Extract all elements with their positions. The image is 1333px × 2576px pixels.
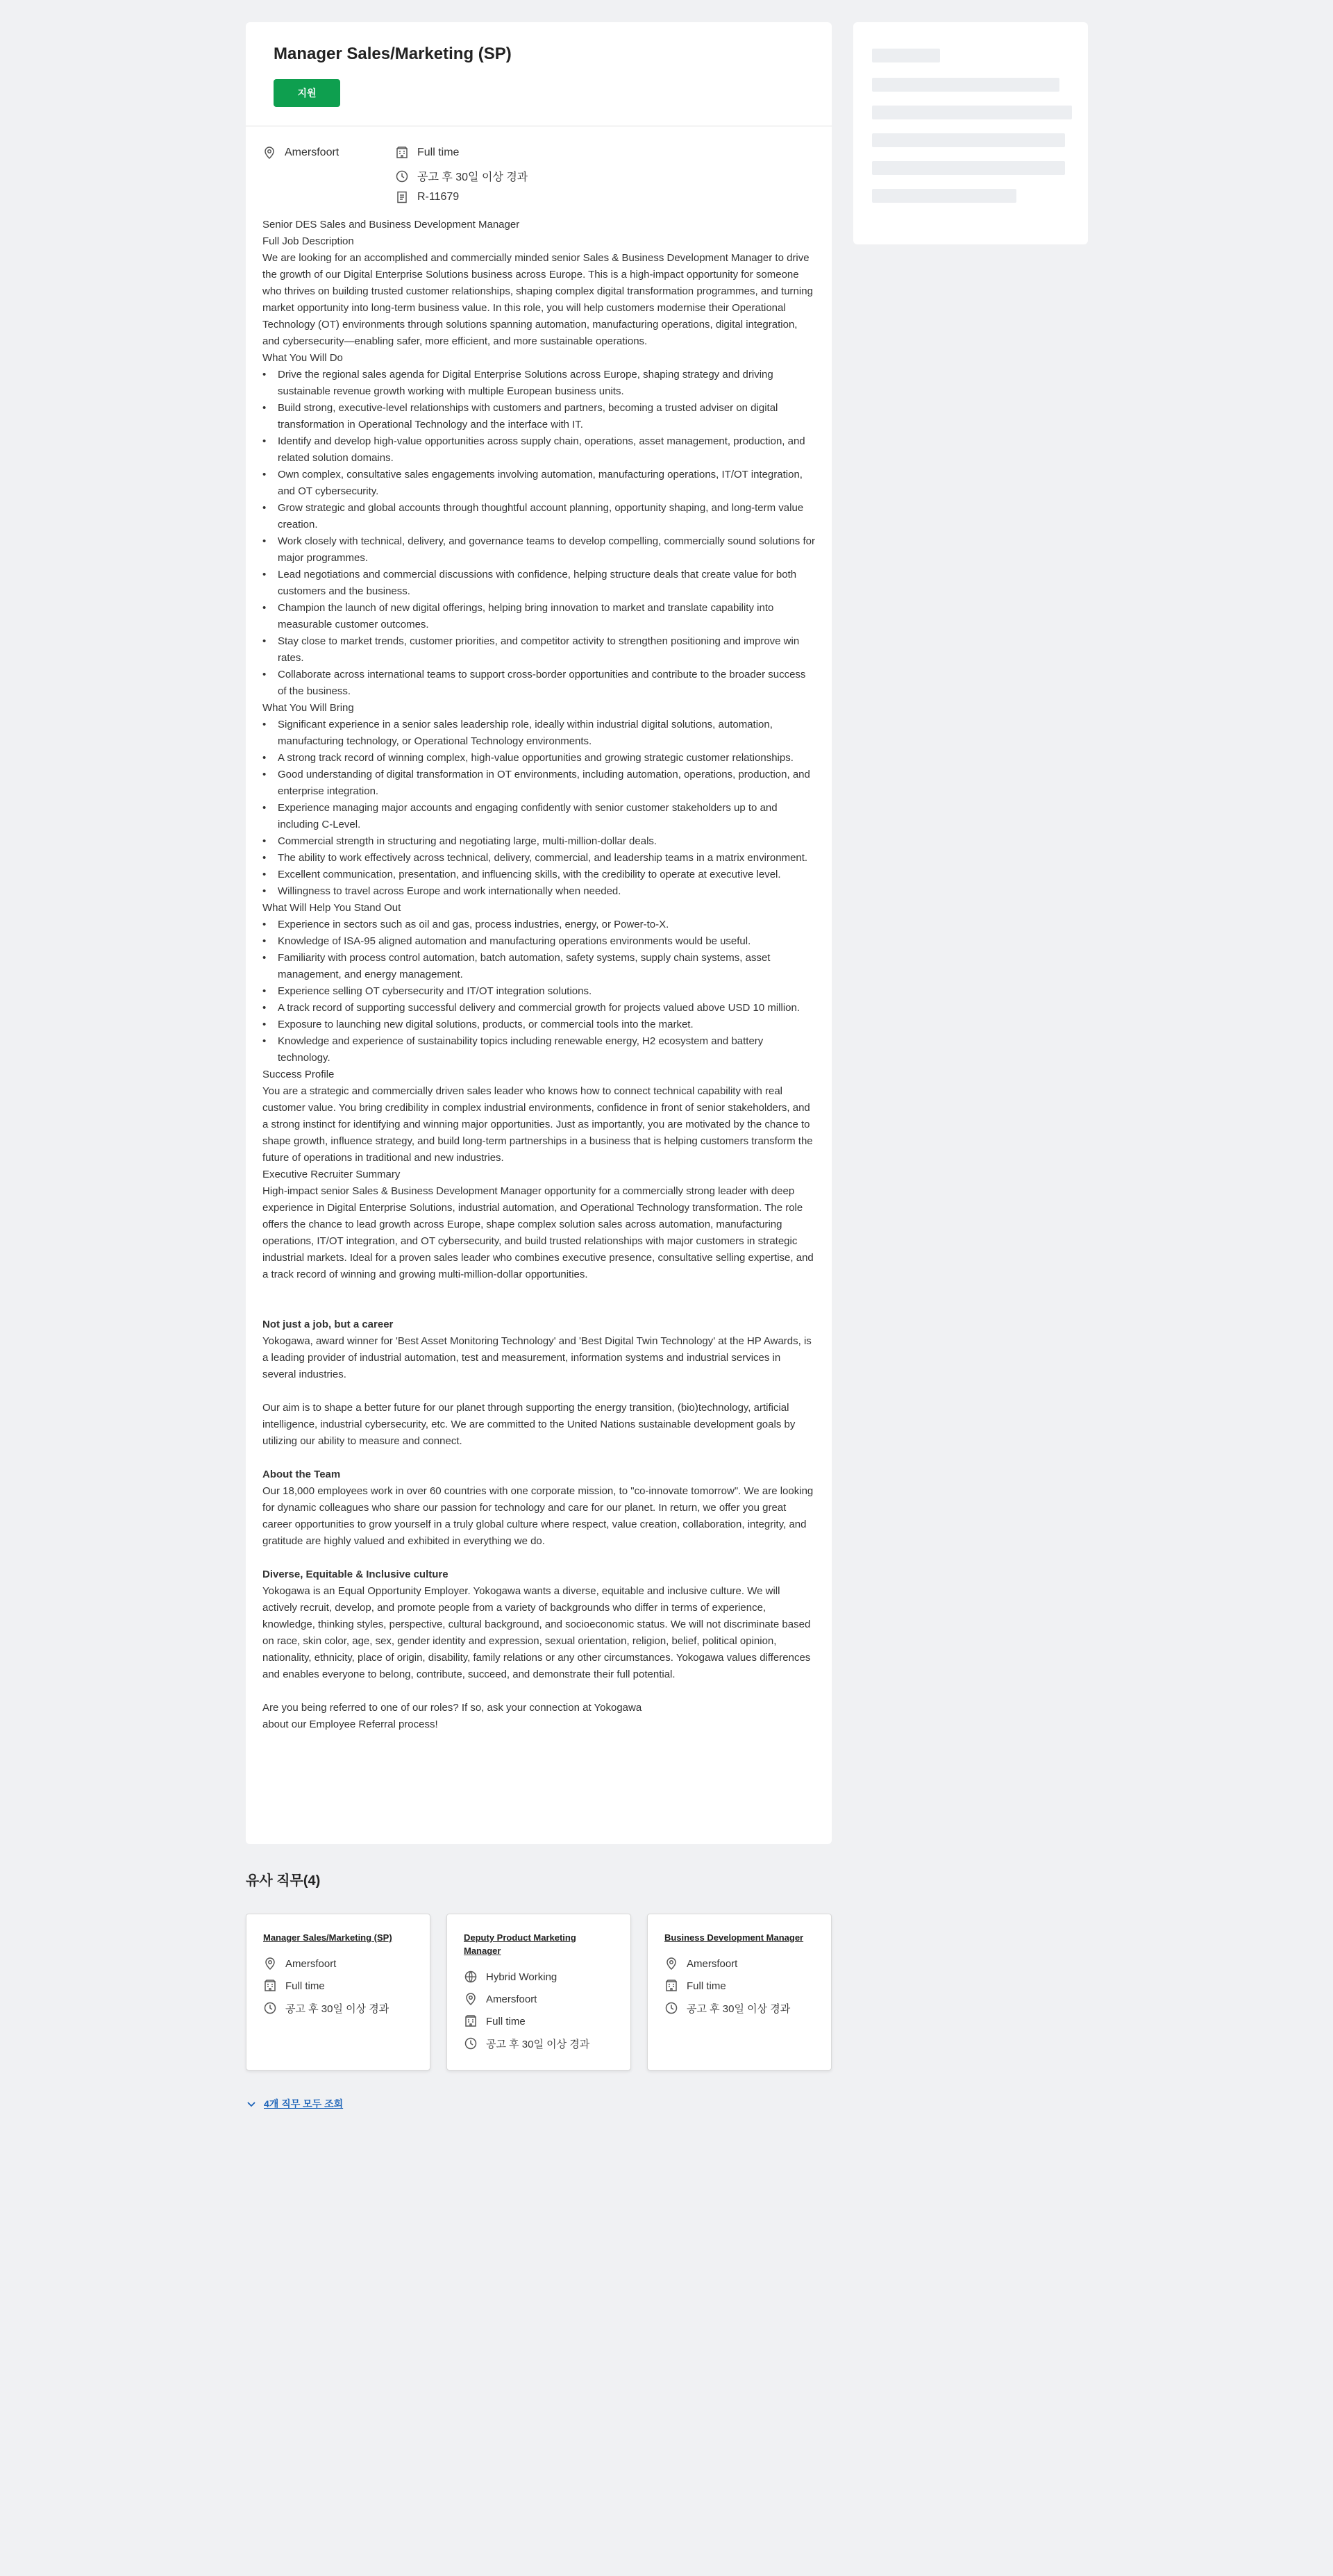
job-location-label: Amersfoort — [285, 147, 339, 158]
similar-job-posted — [263, 1997, 413, 2019]
bullet-item: • Experience managing major accounts and engaging confidently with senior customer stakeholders up to and including C-Level. — [262, 800, 815, 833]
bullet-item: • Commercial strength in structuring and negotiating large, multi-million-dollar deals. — [262, 833, 815, 850]
bullet-item: • Collaborate across international teams to support cross-border opportunities and contribute to the broader success of the business. — [262, 667, 815, 700]
building-icon — [664, 1979, 678, 1993]
section-heading-dei: Diverse, Equitable & Inclusive culture — [262, 1569, 448, 1580]
spacer — [262, 1550, 815, 1566]
bullet-item: • A track record of supporting successful delivery and commercial growth for projects valued above USD 10 million. — [262, 1000, 815, 1017]
bullet-item: • Champion the launch of new digital offerings, helping bring innovation to market and translate capability into measurable customer outcomes. — [262, 600, 815, 633]
bullet-item: • Grow strategic and global accounts through thoughtful account planning, opportunity shaping, and long-term value creation. — [262, 500, 815, 533]
spacer — [262, 1383, 815, 1400]
similar-job-card[interactable] — [246, 1914, 430, 2071]
job-posted — [395, 168, 528, 184]
bullet-item: • Experience in sectors such as oil and gas, process industries, energy, or Power-to-X. — [262, 917, 815, 933]
similar-job-card[interactable] — [446, 1914, 631, 2071]
skeleton-line — [872, 133, 1065, 147]
job-meta — [246, 126, 832, 217]
skeleton-line — [872, 49, 940, 62]
similar-job-work-mode — [464, 1966, 614, 1988]
bullet-item: • Good understanding of digital transformation in OT environments, including automation, operations, production, and enterprise integration. — [262, 767, 815, 800]
section-heading-career: Not just a job, but a career — [262, 1319, 394, 1330]
section-heading-what-you-will-do: What You Will Do — [262, 352, 343, 364]
similar-job-time-type — [464, 2010, 614, 2032]
section-heading-stand-out: What Will Help You Stand Out — [262, 902, 401, 914]
bullet-item: • Stay close to market trends, customer priorities, and competitor activity to strengthen positioning and improve win rates. — [262, 633, 815, 667]
bullet-item: • Identify and develop high-value opportunities across supply chain, operations, asset management, production, and related solution domains. — [262, 433, 815, 467]
building-icon — [263, 1979, 277, 1993]
desc-paragraph: High-impact senior Sales & Business Development Manager opportunity for a commercially strong leader with deep experience in Digital Enterprise Solutions, industrial automation, and Operational Technology transformation. The role offers the chance to lead growth across Europe, shape complex solution sales across automation, manufacturing operations, IT/OT integration, and OT cybersecurity, and build trusted relationships with major customers in strategic industrial markets. Ideal for a proven sales leader who combines executive presence, consultative selling expertise, and a track record of winning and growing multi-million-dollar opportunities. — [262, 1185, 814, 1280]
similar-job-posted — [464, 2032, 614, 2055]
desc-line: Senior DES Sales and Business Development Manager — [262, 219, 520, 231]
bullet-item: • Knowledge of ISA-95 aligned automation and manufacturing operations environments would be useful. — [262, 933, 815, 950]
similar-job-posted-label: 공고 후 30일 이상 경과 — [687, 2002, 791, 2015]
spacer — [262, 1683, 815, 1700]
bullet-item: • Own complex, consultative sales engagements involving automation, manufacturing operations, IT/OT integration, and OT cybersecurity. — [262, 467, 815, 500]
sidebar-loading-card — [853, 22, 1088, 244]
spacer — [262, 1283, 815, 1316]
clock-icon — [464, 2036, 478, 2050]
desc-paragraph: Yokogawa is an Equal Opportunity Employer. Yokogawa wants a diverse, equitable and inclusive culture. We will actively recruit, develop, and promote people from a variety of backgrounds who differ in terms of experience, knowledge, thinking styles, perspective, cultural background, and socioeconomic status. We will not discriminate based on race, skin color, age, sex, gender identity and expression, sexual orientation, religion, belief, political opinion, nationality, ethnicity, place of origin, disability, family relations or any other circumstances. Yokogawa values differences and enables everyone to belong, contribute, succeed, and demonstrate their full potential. — [262, 1585, 811, 1680]
similar-job-time-type-label: Full time — [285, 1980, 325, 1992]
job-time-type — [395, 146, 459, 160]
view-all-jobs-link[interactable] — [246, 2097, 343, 2111]
building-icon — [395, 146, 409, 160]
similar-job-location-label: Amersfoort — [687, 1957, 738, 1970]
similar-job-work-mode-label: Hybrid Working — [486, 1971, 557, 1983]
bullet-item: • Experience selling OT cybersecurity and IT/OT integration solutions. — [262, 983, 815, 1000]
document-icon — [395, 190, 409, 204]
clock-icon — [263, 2001, 277, 2015]
clock-icon — [395, 169, 409, 183]
similar-job-card[interactable] — [647, 1914, 832, 2071]
desc-paragraph: Yokogawa, award winner for 'Best Asset Monitoring Technology' and 'Best Digital Twin Technology' at the HP Awards, is a leading provider of industrial automation, test and measurement, information systems and industrial services in several industries. — [262, 1335, 812, 1380]
skeleton-line — [872, 106, 1072, 119]
job-title: Manager Sales/Marketing (SP) — [274, 44, 512, 63]
desc-paragraph: You are a strategic and commercially driven sales leader who knows how to connect technical capability with real customer value. You bring credibility in complex industrial environments, confidence in front of senior stakeholders, and a strong instinct for identifying and winning major opportunities. Just as importantly, you are motivated by the chance to shape growth, influence strategy, and build long-term partnerships in a business that is helping customers transform the future of operations in traditional and new industries. — [262, 1085, 813, 1164]
bullet-item: • Willingness to travel across Europe and work internationally when needed. — [262, 883, 815, 900]
similar-job-title-link[interactable]: Business Development Manager — [664, 1932, 804, 1943]
bullet-item: • Build strong, executive-level relationships with customers and partners, becoming a trusted adviser on digital transformation in Operational Technology and the interface with IT. — [262, 400, 815, 433]
bullet-item: • A strong track record of winning complex, high-value opportunities and growing strategic customer relationships. — [262, 750, 815, 767]
bullet-item: • Exposure to launching new digital solutions, products, or commercial tools into the market. — [262, 1017, 815, 1033]
bullet-item: • Work closely with technical, delivery, and governance teams to develop compelling, commercially sound solutions for major programmes. — [262, 533, 815, 567]
similar-job-time-type — [263, 1975, 413, 1997]
similar-job-posted — [664, 1997, 814, 2019]
bullet-item: • Excellent communication, presentation, and influencing skills, with the credibility to operate at executive level. — [262, 867, 815, 883]
similar-job-location-label: Amersfoort — [486, 1993, 537, 2005]
similar-job-location — [664, 1952, 814, 1975]
job-time-type-label: Full time — [417, 147, 460, 158]
desc-line: Full Job Description — [262, 235, 354, 247]
bullet-item: • Drive the regional sales agenda for Digital Enterprise Solutions across Europe, shaping strategy and driving sustainable revenue growth working with multiple European business units. — [262, 367, 815, 400]
similar-job-posted-label: 공고 후 30일 이상 경과 — [285, 2002, 389, 2015]
skeleton-line — [872, 189, 1016, 203]
chevron-down-icon — [246, 2098, 257, 2109]
job-req-id — [395, 190, 459, 204]
job-detail-card — [246, 22, 832, 1844]
location-pin-icon — [664, 1957, 678, 1971]
bullet-item: • The ability to work effectively across technical, delivery, commercial, and leadership teams in a matrix environment. — [262, 850, 815, 867]
similar-job-title-link[interactable]: Manager Sales/Marketing (SP) — [263, 1932, 392, 1943]
bullet-item: • Knowledge and experience of sustainability topics including renewable energy, H2 ecosystem and battery technology. — [262, 1033, 815, 1067]
desc-paragraph: Our 18,000 employees work in over 60 countries with one corporate mission, to "co-innovate tomorrow". We are looking for dynamic colleagues who share our passion for technology and care for our planet. In return, we offer you great career opportunities to grow yourself in a truly global culture where respect, value creation, collaboration, integrity, and gratitude are highly valued and exhibited in everything we do. — [262, 1485, 814, 1547]
similar-job-location — [263, 1952, 413, 1975]
section-heading-recruiter-summary: Executive Recruiter Summary — [262, 1169, 401, 1180]
section-heading-about-team: About the Team — [262, 1469, 341, 1480]
location-pin-icon — [464, 1992, 478, 2006]
globe-icon — [464, 1970, 478, 1984]
building-icon — [464, 2014, 478, 2028]
similar-job-posted-label: 공고 후 30일 이상 경과 — [486, 2038, 590, 2050]
similar-job-time-type-label: Full time — [486, 2015, 526, 2027]
similar-jobs-heading: 유사 직무(4) — [246, 1873, 321, 1889]
bullet-item: • Familiarity with process control automation, batch automation, safety systems, supply chain systems, asset management, and energy management. — [262, 950, 815, 983]
clock-icon — [664, 2001, 678, 2015]
skeleton-line — [872, 78, 1059, 92]
desc-paragraph: We are looking for an accomplished and commercially minded senior Sales & Business Development Manager to drive the growth of our Digital Enterprise Solutions business across Europe. This is a high-impact opportunity for someone who thrives on building trusted customer relationships, shaping complex digital transformation programmes, and turning market opportunity into long-term business value. In this role, you will help customers modernise their Operational Technology (OT) environments through solutions spanning automation, manufacturing operations, digital integration, and cybersecurity—enabling safer, more efficient, and more sustainable operations. — [262, 252, 813, 347]
spacer — [262, 1450, 815, 1466]
bullet-item: • Significant experience in a senior sales leadership role, ideally within industrial digital solutions, automation, manufacturing technology, or Operational Technology environments. — [262, 717, 815, 750]
bullet-item: • Lead negotiations and commercial discussions with confidence, helping structure deals that create value for both customers and the business. — [262, 567, 815, 600]
similar-job-time-type — [664, 1975, 814, 1997]
job-req-id-label: R-11679 — [417, 191, 460, 203]
apply-button[interactable]: 지원 — [274, 79, 340, 107]
similar-job-location — [464, 1988, 614, 2010]
view-all-jobs-label: 4개 직무 모두 조회 — [264, 2098, 344, 2109]
desc-paragraph: Our aim is to shape a better future for our planet through supporting the energy transition, (bio)technology, artificial intelligence, industrial cybersecurity, etc. We are committed to the United Nations sustainable development goals by utilizing our ability to measure and connect. — [262, 1402, 796, 1447]
job-location — [262, 146, 339, 160]
job-header — [246, 22, 832, 126]
job-description — [246, 217, 832, 1733]
similar-job-time-type-label: Full time — [687, 1980, 726, 1992]
skeleton-line — [872, 161, 1065, 175]
referral-line: about our Employee Referral process! — [262, 1718, 438, 1730]
location-pin-icon — [263, 1957, 277, 1971]
section-heading-success-profile: Success Profile — [262, 1069, 335, 1080]
referral-line: Are you being referred to one of our roles? If so, ask your connection at Yokogawa — [262, 1702, 642, 1714]
section-heading-what-you-will-bring: What You Will Bring — [262, 702, 354, 714]
location-pin-icon — [262, 146, 276, 160]
job-posted-label: 공고 후 30일 이상 경과 — [417, 172, 528, 183]
similar-job-title-link[interactable]: Deputy Product Marketing Manager — [464, 1932, 576, 1956]
similar-job-location-label: Amersfoort — [285, 1957, 337, 1970]
